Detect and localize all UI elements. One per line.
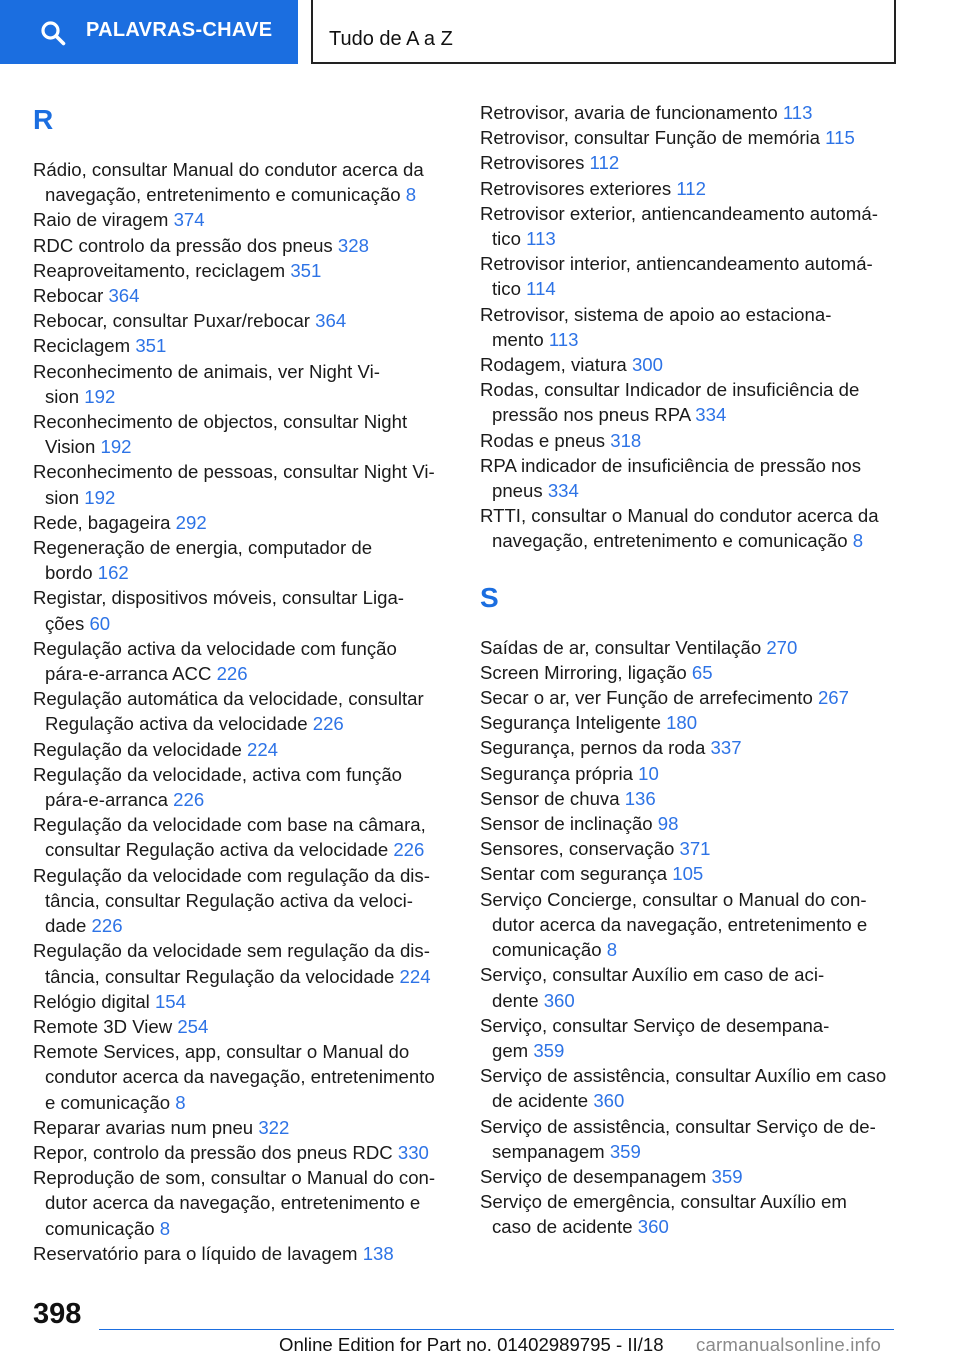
entry-text: Regulação da velocidade, activa com função bbox=[33, 763, 403, 785]
entry-text: ções bbox=[45, 612, 90, 634]
page-link[interactable]: 113 bbox=[526, 228, 556, 250]
index-entry bbox=[480, 811, 900, 836]
index-entry bbox=[33, 459, 453, 509]
index-entry bbox=[33, 157, 453, 207]
entry-text: Relógio digital bbox=[33, 990, 155, 1012]
page-link[interactable]: 270 bbox=[766, 636, 798, 658]
entry-text: Rádio, consultar Manual do condutor acerca da bbox=[33, 159, 424, 180]
entry-text: sion bbox=[45, 385, 85, 407]
page-link[interactable]: 364 bbox=[315, 310, 347, 332]
entry-text: Segurança, pernos da roda bbox=[480, 737, 711, 759]
page-link[interactable]: 113 bbox=[782, 102, 813, 123]
index-entry bbox=[480, 377, 900, 427]
index-entry bbox=[480, 735, 900, 760]
entry-text: Raio de viragem bbox=[33, 209, 174, 231]
entry-text: Regulação activa da velocidade com função bbox=[33, 637, 397, 659]
page-link[interactable]: 8 bbox=[175, 1091, 186, 1113]
entry-text: Rodas, consultar Indicador de insuficiência de bbox=[480, 379, 860, 401]
index-entry bbox=[480, 125, 900, 150]
index-entry bbox=[33, 207, 453, 232]
section-letter-r: R bbox=[33, 104, 54, 135]
entry-text: Serviço, consultar Serviço de desempana- bbox=[480, 1014, 830, 1036]
page-link[interactable]: 300 bbox=[631, 354, 663, 376]
entry-text: tico bbox=[492, 228, 527, 250]
entry-text: Rodas e pneus bbox=[480, 429, 611, 451]
page-link[interactable]: 334 bbox=[695, 404, 727, 426]
entry-text: Reparar avarias num pneu bbox=[33, 1116, 259, 1138]
entry-text: Serviço de desempanagem bbox=[480, 1165, 712, 1187]
entry-text: Registar, dispositivos móveis, consultar Liga- bbox=[33, 587, 405, 609]
entry-text: Sensor de inclinação bbox=[480, 813, 658, 835]
index-entry bbox=[33, 1039, 453, 1115]
index-entry bbox=[33, 258, 453, 283]
entry-text: sion bbox=[45, 486, 85, 508]
watermark: carmanualsonline.info bbox=[696, 1334, 882, 1355]
page-link[interactable]: 115 bbox=[825, 127, 855, 149]
page-link[interactable]: 226 bbox=[312, 713, 344, 735]
entry-text: navegação, entretenimento e comunicação bbox=[492, 530, 853, 552]
entry-text: de acidente bbox=[492, 1090, 594, 1112]
top-bar bbox=[0, 0, 960, 66]
page-link[interactable]: 8 bbox=[405, 184, 417, 206]
page-link[interactable]: 328 bbox=[337, 234, 369, 256]
entry-text: Rebocar, consultar Puxar/rebocar bbox=[33, 310, 316, 332]
entry-text: Reconhecimento de animais, ver Night Vi- bbox=[33, 360, 380, 382]
page-link[interactable]: 359 bbox=[609, 1140, 641, 1162]
page-link[interactable]: 162 bbox=[97, 562, 129, 584]
page-link[interactable]: 98 bbox=[657, 813, 679, 835]
page-link[interactable]: 351 bbox=[290, 259, 322, 281]
index-entry bbox=[33, 762, 453, 812]
entry-text: Retrovisor exterior, antiencandeamento automá- bbox=[480, 202, 878, 224]
entry-text: Regulação automática da velocidade, consultar bbox=[33, 688, 424, 710]
entry-text: Remote 3D View bbox=[33, 1015, 178, 1037]
page-link[interactable]: 8 bbox=[606, 939, 618, 961]
index-entry bbox=[480, 503, 900, 553]
index-entry bbox=[480, 861, 900, 886]
page-link[interactable]: 359 bbox=[533, 1039, 565, 1061]
entry-text: Sentar com segurança bbox=[480, 863, 673, 885]
entry-text: Segurança Inteligente bbox=[480, 712, 667, 734]
index-entry bbox=[480, 660, 900, 685]
entry-text: comunicação bbox=[492, 939, 607, 961]
page-link[interactable]: 114 bbox=[526, 278, 556, 300]
page-link[interactable]: 254 bbox=[177, 1015, 209, 1037]
page-link[interactable]: 180 bbox=[666, 712, 698, 734]
index-entry bbox=[33, 1140, 453, 1165]
page-link[interactable]: 192 bbox=[84, 385, 116, 407]
entry-text: Screen Mirroring, ligação bbox=[480, 661, 692, 683]
index-entry bbox=[33, 585, 453, 635]
entry-text: RDC controlo da pressão dos pneus bbox=[33, 234, 338, 256]
index-entry bbox=[480, 100, 900, 125]
entry-text: Segurança própria bbox=[480, 762, 639, 784]
page-number: 398 bbox=[33, 1298, 82, 1330]
page-link[interactable]: 334 bbox=[547, 480, 579, 502]
index-entry bbox=[33, 308, 453, 333]
index-entry bbox=[33, 283, 453, 308]
page-link[interactable]: 138 bbox=[362, 1242, 394, 1264]
index-entry bbox=[480, 302, 900, 352]
entry-text: Regulação da velocidade bbox=[33, 738, 247, 760]
page-link[interactable]: 360 bbox=[637, 1216, 669, 1238]
page-link[interactable]: 359 bbox=[711, 1165, 743, 1187]
entry-text: Reservatório para o líquido de lavagem bbox=[33, 1242, 363, 1264]
index-entry bbox=[480, 150, 900, 175]
entry-text: Retrovisor interior, antiencandeamento automá- bbox=[480, 253, 873, 275]
index-column-right bbox=[480, 100, 900, 1240]
entry-text: Regeneração de energia, computador de bbox=[33, 537, 373, 559]
entry-text: Retrovisor, sistema de apoio ao estaciona- bbox=[480, 303, 832, 325]
entry-text: tância, consultar Regulação da velocidade bbox=[45, 965, 400, 987]
index-entry bbox=[480, 1114, 900, 1164]
index-entry bbox=[33, 989, 453, 1014]
index-entry bbox=[33, 1241, 453, 1266]
entry-text: Remote Services, app, consultar o Manual do bbox=[33, 1041, 410, 1063]
entry-text: Regulação activa da velocidade bbox=[45, 713, 313, 735]
search-icon bbox=[40, 20, 66, 46]
page-link[interactable]: 318 bbox=[610, 429, 642, 451]
entry-text: Reciclagem bbox=[33, 335, 136, 357]
index-entry bbox=[480, 962, 900, 1012]
index-entry bbox=[480, 685, 900, 710]
page-link[interactable]: 322 bbox=[258, 1116, 290, 1138]
index-entry bbox=[480, 710, 900, 735]
index-entry bbox=[480, 428, 900, 453]
page-link[interactable]: 360 bbox=[543, 989, 575, 1011]
entry-text: Vision bbox=[45, 436, 101, 458]
entry-text: sempanagem bbox=[492, 1140, 610, 1162]
entry-text: RTTI, consultar o Manual do condutor acerca da bbox=[480, 505, 879, 527]
entry-text: Regulação da velocidade sem regulação da dis- bbox=[33, 940, 430, 962]
index-entry bbox=[480, 1013, 900, 1063]
index-entry bbox=[33, 535, 453, 585]
entry-text: dente bbox=[492, 989, 544, 1011]
page-link[interactable]: 60 bbox=[89, 612, 111, 634]
entry-text: Regulação da velocidade com regulação da dis- bbox=[33, 864, 430, 886]
page-link[interactable]: 226 bbox=[173, 789, 205, 811]
entry-text: caso de acidente bbox=[492, 1216, 638, 1238]
entry-text: Serviço de assistência, consultar Auxílio em caso bbox=[480, 1065, 887, 1087]
page-link[interactable]: 374 bbox=[173, 209, 205, 231]
page-link[interactable]: 364 bbox=[108, 285, 140, 307]
index-entry bbox=[480, 201, 900, 251]
entry-text: tância, consultar Regulação activa da veloci- bbox=[45, 889, 413, 911]
entry-text: Retrovisores exteriores bbox=[480, 177, 677, 199]
page-link[interactable]: 360 bbox=[593, 1090, 625, 1112]
entry-text: Retrovisores bbox=[480, 152, 590, 174]
entry-text: condutor acerca da navegação, entretenimento bbox=[45, 1066, 435, 1088]
index-entry bbox=[33, 333, 453, 358]
page-link[interactable]: 226 bbox=[216, 663, 248, 685]
entry-text: tico bbox=[492, 278, 527, 300]
entry-text: Sensor de chuva bbox=[480, 787, 625, 809]
page-link[interactable]: 105 bbox=[672, 863, 704, 885]
entry-text: dade bbox=[45, 915, 92, 937]
index-entry bbox=[480, 836, 900, 861]
entry-text: Sensores, conservação bbox=[480, 838, 680, 860]
index-entry bbox=[33, 938, 453, 988]
page-link[interactable]: 226 bbox=[91, 915, 123, 937]
tab-label: Tudo de A a Z bbox=[329, 28, 453, 50]
index-entry bbox=[33, 359, 453, 409]
entry-text: pára-e-arranca ACC bbox=[45, 663, 217, 685]
index-entry bbox=[33, 686, 453, 736]
page-link[interactable]: 112 bbox=[676, 177, 706, 199]
entry-text: mento bbox=[492, 328, 549, 350]
index-entry bbox=[480, 251, 900, 301]
entry-text: comunicação bbox=[45, 1217, 160, 1239]
index-entry bbox=[480, 352, 900, 377]
entry-text: bordo bbox=[45, 562, 98, 584]
page-link[interactable]: 154 bbox=[154, 990, 186, 1012]
entry-text: Reprodução de som, consultar o Manual do con- bbox=[33, 1167, 436, 1189]
entry-text: pressão nos pneus RPA bbox=[492, 404, 696, 426]
entry-text: Secar o ar, ver Função de arrefecimento bbox=[480, 687, 818, 709]
index-entry bbox=[33, 863, 453, 939]
index-entry bbox=[33, 409, 453, 459]
entry-text: Serviço Concierge, consultar o Manual do con- bbox=[480, 888, 867, 910]
section-letter-s: S bbox=[480, 581, 499, 613]
index-entry bbox=[33, 233, 453, 258]
entry-text: Serviço de emergência, consultar Auxílio em bbox=[480, 1191, 847, 1213]
entry-text: pára-e-arranca bbox=[45, 789, 174, 811]
entry-text: Regulação da velocidade com base na câmara, bbox=[33, 814, 426, 836]
entry-text: Saídas de ar, consultar Ventilação bbox=[480, 636, 767, 658]
keywords-label: PALAVRAS-CHAVE bbox=[86, 19, 273, 41]
page-link[interactable]: 192 bbox=[100, 436, 132, 458]
index-entry bbox=[480, 887, 900, 963]
index-entry bbox=[33, 737, 453, 762]
page-link[interactable]: 8 bbox=[852, 530, 864, 552]
page-link[interactable]: 112 bbox=[589, 152, 620, 174]
index-entry bbox=[33, 1115, 453, 1140]
keywords-button[interactable] bbox=[0, 0, 298, 64]
entry-text: Retrovisor, consultar Função de memória bbox=[480, 127, 826, 149]
page-link[interactable]: 192 bbox=[84, 486, 116, 508]
index-entry bbox=[33, 636, 453, 686]
entry-text: Reconhecimento de objectos, consultar Night bbox=[33, 411, 408, 433]
entry-text: Reaproveitamento, reciclagem bbox=[33, 259, 291, 281]
page-link[interactable]: 8 bbox=[159, 1217, 171, 1239]
page-link[interactable]: 224 bbox=[399, 965, 431, 987]
index-entry bbox=[33, 812, 453, 862]
index-entry bbox=[480, 1164, 900, 1189]
page-link[interactable]: 224 bbox=[246, 738, 279, 760]
entry-text: Retrovisor, avaria de funcionamento bbox=[480, 102, 783, 123]
footer-divider bbox=[99, 1329, 894, 1330]
index-entry bbox=[33, 1165, 453, 1241]
index-entry bbox=[480, 453, 900, 503]
index-entry bbox=[480, 761, 900, 786]
index-entry bbox=[33, 1014, 453, 1039]
page-link[interactable]: 351 bbox=[135, 335, 167, 357]
entry-text: dutor acerca da navegação, entretenimento e bbox=[492, 913, 868, 935]
index-entry bbox=[480, 786, 900, 811]
index-entry bbox=[480, 1189, 900, 1239]
page-link[interactable]: 267 bbox=[817, 687, 849, 709]
entry-text: Repor, controlo da pressão dos pneus RDC bbox=[33, 1141, 398, 1163]
entry-text: Rebocar bbox=[33, 285, 109, 307]
page-link[interactable]: 136 bbox=[624, 787, 656, 809]
entry-text: Serviço de assistência, consultar Serviço de de- bbox=[480, 1115, 876, 1137]
page-link[interactable]: 10 bbox=[638, 762, 659, 784]
entry-text: dutor acerca da navegação, entretenimento e bbox=[45, 1192, 421, 1214]
index-entry bbox=[480, 176, 900, 201]
entry-text: Serviço, consultar Auxílio em caso de aci- bbox=[480, 964, 825, 986]
entry-text: Reconhecimento de pessoas, consultar Night Vi- bbox=[33, 461, 435, 483]
entry-text: pneus bbox=[492, 480, 548, 502]
entry-text: Rede, bagageira bbox=[33, 511, 176, 533]
page-link[interactable]: 337 bbox=[710, 737, 742, 759]
page-link[interactable]: 113 bbox=[548, 328, 579, 350]
index-column-left bbox=[33, 100, 453, 1266]
tab-a-to-z[interactable] bbox=[311, 0, 896, 64]
page-link[interactable]: 65 bbox=[691, 661, 713, 683]
page-link[interactable]: 330 bbox=[397, 1141, 429, 1163]
index-entry bbox=[480, 1063, 900, 1113]
index-entry bbox=[33, 510, 453, 535]
entry-text: RPA indicador de insuficiência de pressão nos bbox=[480, 454, 862, 476]
page-link[interactable]: 371 bbox=[679, 838, 711, 860]
entry-text: gem bbox=[492, 1039, 534, 1061]
entry-text: e comunicação bbox=[45, 1091, 176, 1113]
entry-text: consultar Regulação activa da velocidade bbox=[45, 839, 394, 861]
entry-text: Rodagem, viatura bbox=[480, 354, 632, 376]
entry-text: navegação, entretenimento e comunicação bbox=[45, 184, 406, 206]
page-link[interactable]: 226 bbox=[393, 839, 425, 861]
page-link[interactable]: 292 bbox=[175, 511, 207, 533]
edition-text: Online Edition for Part no. 01402989795 - II/18 bbox=[279, 1334, 664, 1355]
index-entry bbox=[480, 635, 900, 660]
